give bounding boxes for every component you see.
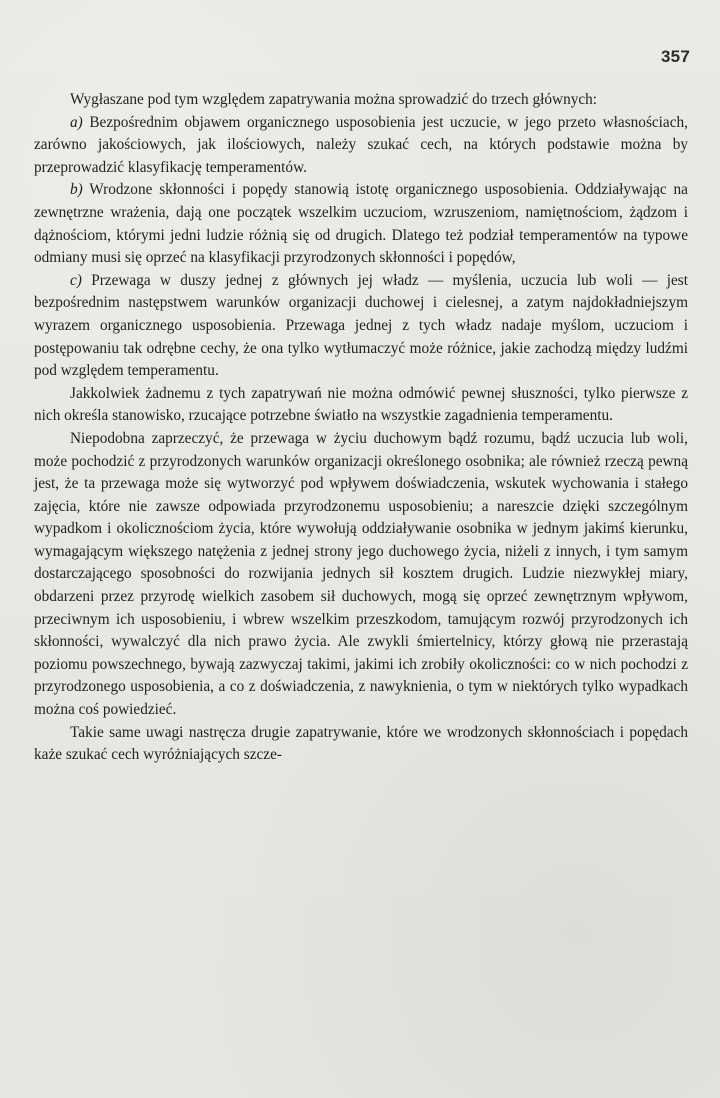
paragraph-text: Wrodzone skłonności i popędy stanowią istotę organicznego usposobienia. Oddziaływając na zewnętrzne wrażenia, dają one początek wszelkim uczuciom, wzruszeniom, namiętnościom, żądzom i dążnościom, którymi jedni ludzie różnią się od drugich. Dlatego też podział temperamentów na typowe odmiany musi się oprzeć na klasyfikacji przyrodzonych skłonności i popędów,	[34, 181, 688, 267]
list-marker-b: b)	[70, 181, 83, 199]
paragraph-text: Bezpośrednim objawem organicznego usposobienia jest uczucie, w jego przeto własnościach, zarówno jakościowych, jak ilościowych, należy szukać cech, na których podstawie można by przeprowadzić klasyfikację temperamentów.	[34, 113, 688, 176]
paragraph-niepodobna	[34, 428, 688, 722]
paragraph-jakkolwiek	[34, 383, 688, 428]
paragraph-text: Wygłaszane pod tym względem zapatrywania można sprowadzić do trzech głównych:	[70, 91, 598, 108]
paragraph-intro	[34, 89, 688, 112]
list-marker-c: c)	[70, 271, 82, 289]
paragraph-text: Niepodobna zaprzeczyć, że przewaga w życiu duchowym bądź rozumu, bądź uczucia lub woli, może pochodzić z przyrodzonych warunków organizacji określonego osobnika; ale również rzeczą pewną jest, że ta przewaga może się wytworzyć pod wpływem doświadczenia, wskutek wychowania i stałego zajęcia, które nie zawsze odpowiada przyrodzonemu usposobieniu; a nareszcie dzięki szczególnym wypadkom i okolicznościom życia, które wywołują oddziaływanie osobnika w jednym jakimś kierunku, wymagającym większego natężenia z jednej strony jego duchowego życia, niżeli z innych, i tym samym dostarczającego sposobności do rozwijania jednych sił kosztem drugich. Ludzie niezwykłej miary, obdarzeni przez przyrodę wielkich zasobem sił duchowych, mogą się oprzeć zewnętrznym wpływom, przeciwnym ich usposobieniu, i wbrew wszelkim przeszkodom, tamującym rozwój przyrodzonych ich skłonności, wywalczyć dla nich prawo życia. Ale zwykli śmiertelnicy, którzy głową nie przerastają poziomu powszechnego, bywają zazwyczaj takimi, jakimi ich zrobiły okoliczności: co w nich pochodzi z przyrodzonego usposobienia, a co z doświadczenia, z nawyknienia, o tym w niektórych tylko wypadkach można coś powiedzieć.	[34, 429, 688, 719]
list-marker-a: a)	[70, 113, 83, 131]
page-number: 357	[661, 47, 690, 66]
paragraph-text: Przewaga w duszy jednej z głównych jej władz — myślenia, uczucia lub woli — jest bezpośrednim następstwem warunków organizacji duchowej i cielesnej, a zatym najdokładniejszym wyrazem organicznego usposobienia. Przewaga jednej z tych władz nadaje myślom, uczuciom i postępowaniu tak odrębne cechy, że ona tylko wytłumaczyć może różnice, jakie zachodzą między ludźmi pod względem temperamentu.	[34, 271, 689, 380]
paragraph-b	[34, 179, 688, 269]
paragraph-text: Jakkolwiek żadnemu z tych zapatrywań nie można odmówić pewnej słuszności, tylko pierwsze z nich określa stanowisko, rzucające potrzebne światło na wszystkie zagadnienia temperamentu.	[34, 384, 688, 425]
paragraph-a	[34, 112, 688, 180]
paragraph-text: Takie same uwagi nastręcza drugie zapatrywanie, które we wrodzonych skłonnościach i popędach każe szukać cech wyróżniających szcze-	[34, 723, 688, 764]
text-content	[34, 89, 688, 767]
paragraph-c	[34, 270, 688, 383]
paragraph-takie-same	[34, 722, 688, 767]
